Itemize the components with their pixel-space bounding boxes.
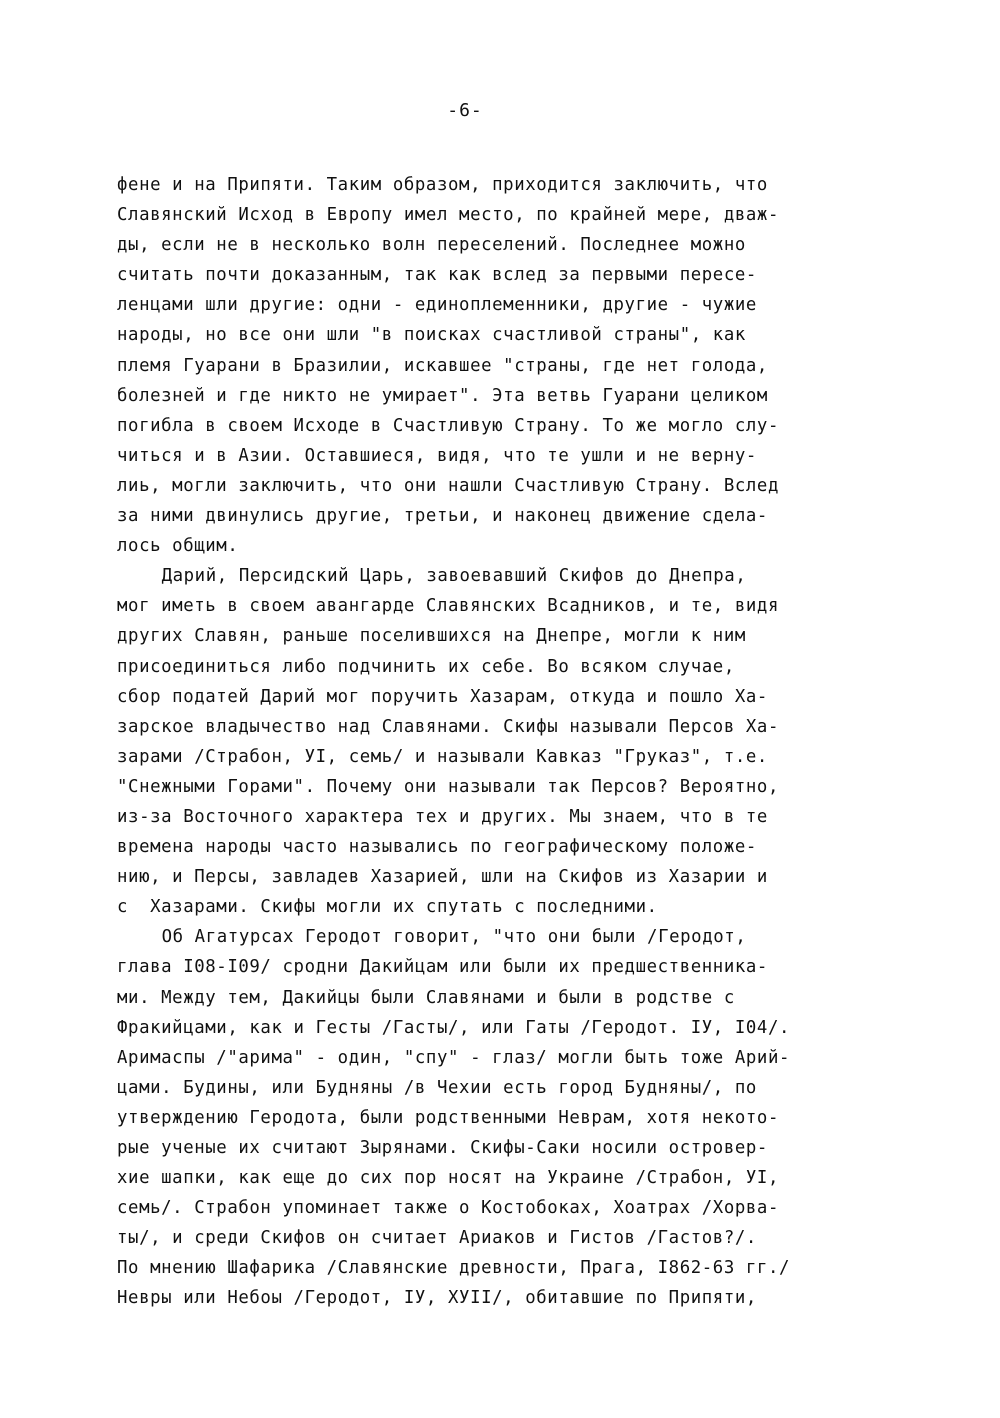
text-line: "Снежными Горами". Почему они называли так Персов? Вероятно, (117, 776, 780, 797)
text-line: Славянский Исход в Европу имел место, по крайней мере, дваж- (117, 205, 780, 226)
text-line: из-за Восточного характера тех и других. Мы знаем, что в те (117, 806, 768, 827)
text-line: народы, но все они шли "в поисках счастливой страны", как (117, 325, 746, 346)
body-text (117, 170, 877, 1314)
text-line: Дарий, Персидский Царь, завоевавший Скифов до Днепра, (161, 566, 747, 587)
text-line: утверждению Геродота, были родственными Неврам, хотя некото- (117, 1107, 780, 1128)
text-line: зарское владычество над Славянами. Скифы называли Персов Ха- (117, 716, 780, 737)
text-line: фене и на Припяти. Таким образом, приходится заключить, что (117, 175, 768, 195)
text-line: лось общим. (117, 536, 239, 557)
text-line: считать почти доказанным, так как вслед за первыми пересе- (117, 265, 757, 286)
text-line: мог иметь в своем авангарде Славянских Всадников, и те, видя (117, 596, 780, 617)
text-line: сбор податей Дарий мог поручить Хазарам, откуда и пошло Ха- (117, 686, 768, 707)
text-line: других Славян, раньше поселившихся на Днепре, могли к ним (117, 626, 746, 647)
text-line: погибла в своем Исходе в Счастливую Страну. То же могло слу- (117, 415, 780, 436)
text-line: нию, и Персы, завладев Хазарией, шли на Скифов из Хазарии и (117, 867, 768, 888)
text-line: лиь, могли заключить, что они нашли Счастливую Страну. Вслед (117, 475, 780, 496)
text-line: читься и в Азии. Оставшиеся, видя, что те ушли и не верну- (117, 445, 757, 466)
text-line: ды, если не в несколько волн переселений. Последнее можно (117, 235, 746, 256)
text-line: рые ученые их считают Зырянами. Скифы-Саки носили островер- (117, 1138, 768, 1158)
text-line: болезней и где никто не умирает". Эта ветвь Гуарани целиком (117, 385, 768, 406)
text-line: Аримаспы /"арима" - один, "спу" - глаз/ могли быть тоже Арий- (117, 1047, 791, 1068)
text-line: за ними двинулись другие, третьи, и наконец движение сдела- (117, 506, 768, 527)
text-line: ты/, и среди Скифов он считает Ариаков и Гистов /Гастов?/. (117, 1228, 757, 1249)
text-line: с Хазарами. Скифы могли их спутать с последними. (117, 897, 658, 918)
text-line: Об Агатурсах Геродот говорит, "что они были /Геродот, (161, 927, 747, 948)
text-line: присоединиться либо подчинить их себе. Во всяком случае, (117, 656, 735, 677)
text-line: Невры или Небоы /Геродот, IУ, ХУII/, обитавшие по Припяти, (117, 1288, 757, 1309)
text-line: Фракийцами, как и Гесты /Гасты/, или Гаты /Геродот. IУ, I04/. (117, 1017, 791, 1038)
text-line: По мнению Шафарика /Славянские древности, Прага, I862-63 гг./ (117, 1258, 791, 1279)
text-line: семь/. Страбон упоминает также о Костобоках, Хоатрах /Хорва- (117, 1198, 780, 1219)
page-number: -6- (447, 100, 483, 121)
text-line: зарами /Страбон, УI, семь/ и называли Кавказ "Груказ", т.е. (117, 746, 768, 767)
text-line: племя Гуарани в Бразилии, искавшее "страны, где нет голода, (117, 355, 768, 376)
text-line: времена народы часто назывались по географическому положе- (117, 837, 757, 858)
text-line: ми. Между тем, Дакийцы были Славянами и были в родстве с (117, 987, 735, 1008)
text-line: глава I08-I09/ сродни Дакийцам или были их предшественника- (117, 957, 768, 978)
text-line: хие шапки, как еще до сих пор носят на Украине /Страбон, УI, (117, 1168, 780, 1189)
text-line: ленцами шли другие: одни - единоплеменники, другие - чужие (117, 295, 757, 316)
text-line: цами. Будины, или Будняны /в Чехии есть город Будняны/, по (117, 1077, 757, 1098)
